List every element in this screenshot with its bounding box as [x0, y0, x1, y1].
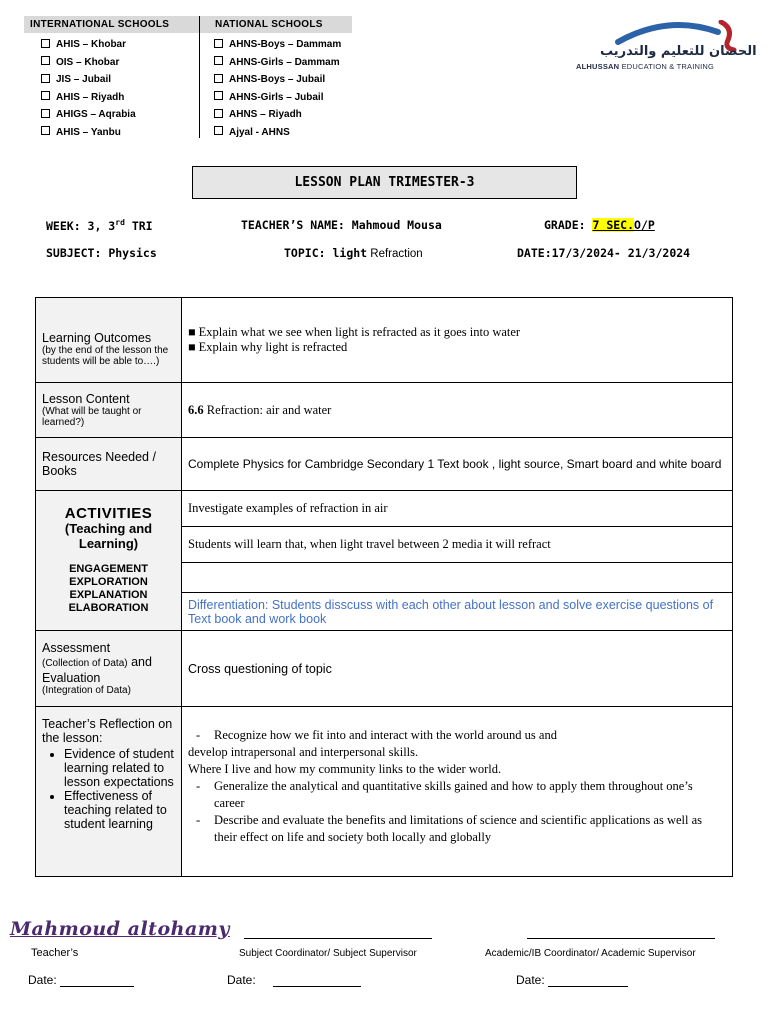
activity-1-value: Investigate examples of refraction in air	[182, 491, 733, 527]
school-checkbox-item[interactable]	[214, 54, 341, 72]
reflection-criteria-list: • Evidence of student learning related to lesson expectations • Effectiveness of teaching related to student learning	[42, 747, 175, 831]
school-checkbox-item[interactable]	[41, 124, 136, 142]
teacher-signature: Mahmoud altohamy	[10, 918, 230, 940]
assessment-row	[36, 631, 733, 707]
school-name: AHIS – Yanbu	[56, 126, 121, 138]
activity-2-value: Students will learn that, when light travel between 2 media it will refract	[182, 527, 733, 563]
school-checkbox-item[interactable]	[214, 36, 341, 54]
checkbox-icon[interactable]	[214, 126, 223, 135]
school-checkbox-item[interactable]	[41, 89, 136, 107]
checkbox-icon[interactable]	[214, 109, 223, 118]
reflection-value: - Recognize how we fit into and interact with the world around us and develop intrapersonal and interpersonal skills. Where I live and how my community links to the wider world. - Generalize the analytical and quantitative skills gained and how to apply them throughout one’s career - Describe and evaluate the benefits and limitations of science and scientific applications as well as their effect on life and society both locally and globally	[182, 707, 733, 877]
teacher-name-field: TEACHER’S NAME: Mahmoud Mousa	[241, 218, 442, 232]
learning-outcomes-label: Learning Outcomes (by the end of the lesson the students will be able to….)	[36, 298, 182, 383]
resources-label: Resources Needed / Books	[36, 438, 182, 491]
checkbox-icon[interactable]	[214, 39, 223, 48]
school-name: JIS – Jubail	[56, 74, 112, 85]
lesson-content-value: 6.6 Refraction: air and water	[182, 383, 733, 438]
reflection-row	[36, 707, 733, 877]
checkbox-icon[interactable]	[41, 91, 50, 100]
school-checkbox-item[interactable]	[214, 89, 341, 107]
teacher-caption: Teacher’s	[31, 947, 79, 959]
school-name: AHIS – Khobar	[56, 39, 127, 50]
school-checkbox-item[interactable]	[41, 106, 136, 124]
checkbox-icon[interactable]	[41, 109, 50, 118]
school-checkbox-item[interactable]	[41, 36, 136, 54]
school-name: AHIGS – Aqrabia	[56, 109, 136, 120]
checkbox-icon[interactable]	[214, 74, 223, 83]
assessment-label: Assessment (Collection of Data) and Evaluation (Integration of Data)	[36, 631, 182, 707]
school-checkbox-item[interactable]	[214, 124, 341, 142]
school-checkbox-item[interactable]	[41, 71, 136, 89]
school-name: OIS – Khobar	[56, 56, 120, 68]
national-schools-header: NATIONAL SCHOOLS	[200, 16, 352, 33]
schools-divider	[199, 16, 200, 138]
reflection-label: Teacher’s Reflection on the lesson: • Evidence of student learning related to lesson expectations • Effectiveness of teaching related to student learning	[36, 707, 182, 877]
academic-coordinator-date-field[interactable]: Date:	[516, 973, 628, 987]
resources-value: Complete Physics for Cambridge Secondary 1 Text book , light source, Smart board and white board	[182, 438, 733, 491]
date-field: DATE:17/3/2024- 21/3/2024	[517, 246, 691, 260]
topic-field: TOPIC: light Refraction	[284, 246, 423, 260]
subject-coordinator-caption: Subject Coordinator/ Subject Supervisor	[239, 948, 417, 959]
week-field: WEEK: 3, 3rd TRI	[46, 218, 153, 233]
school-name: AHNS-Girls – Dammam	[229, 56, 340, 68]
school-checkbox-item[interactable]	[41, 54, 136, 72]
grade-field: GRADE: 7 SEC.O/P	[544, 218, 655, 232]
resources-row	[36, 438, 733, 491]
assessment-value: Cross questioning of topic	[182, 631, 733, 707]
school-name: AHNS – Riyadh	[229, 109, 302, 120]
school-name: AHNS-Boys – Dammam	[229, 39, 342, 50]
teacher-date-field[interactable]: Date:	[28, 973, 134, 987]
subject-field: SUBJECT: Physics	[46, 246, 157, 260]
lesson-content-row	[36, 383, 733, 438]
activities-label: ACTIVITIES (Teaching and Learning) ENGAGEMENT EXPLORATION EXPLANATION ELABORATION	[36, 491, 182, 631]
school-name: AHNS-Girls – Jubail	[229, 91, 324, 103]
page-title: LESSON PLAN TRIMESTER-3	[192, 166, 577, 199]
checkbox-icon[interactable]	[41, 126, 50, 135]
activity-row-1	[36, 491, 733, 527]
differentiation-value: Differentiation: Students disscuss with each other about lesson and solve exercise questions of Text book and work book	[182, 593, 733, 631]
subject-coordinator-date-field[interactable]: Date:	[227, 973, 361, 987]
learning-outcomes-row	[36, 298, 733, 383]
checkbox-icon[interactable]	[41, 74, 50, 83]
learning-outcomes-value: ■ Explain what we see when light is refracted as it goes into water ■ Explain why light is refracted	[182, 298, 733, 383]
logo-english-text: ALHUSSAN EDUCATION & TRAINING	[576, 62, 715, 71]
activity-3-value	[182, 563, 733, 593]
international-schools-list	[41, 36, 136, 141]
academic-coordinator-caption: Academic/IB Coordinator/ Academic Supervisor	[485, 948, 696, 959]
international-schools-header: INTERNATIONAL SCHOOLS	[24, 16, 199, 33]
lesson-content-label: Lesson Content (What will be taught or learned?)	[36, 383, 182, 438]
checkbox-icon[interactable]	[41, 39, 50, 48]
school-checkbox-item[interactable]	[214, 71, 341, 89]
checkbox-icon[interactable]	[214, 56, 223, 65]
national-schools-list	[214, 36, 341, 141]
subject-coordinator-signature-line[interactable]	[244, 938, 432, 939]
logo-arabic-text: الحصان للتعليم والتدريب	[600, 44, 757, 59]
school-name: AHNS-Boys – Jubail	[229, 74, 326, 85]
academic-coordinator-signature-line[interactable]	[527, 938, 715, 939]
school-name: AHIS – Riyadh	[56, 91, 125, 103]
school-name: Ajyal - AHNS	[229, 126, 290, 138]
checkbox-icon[interactable]	[214, 91, 223, 100]
checkbox-icon[interactable]	[41, 56, 50, 65]
lesson-plan-table	[35, 297, 733, 877]
school-checkbox-item[interactable]	[214, 106, 341, 124]
